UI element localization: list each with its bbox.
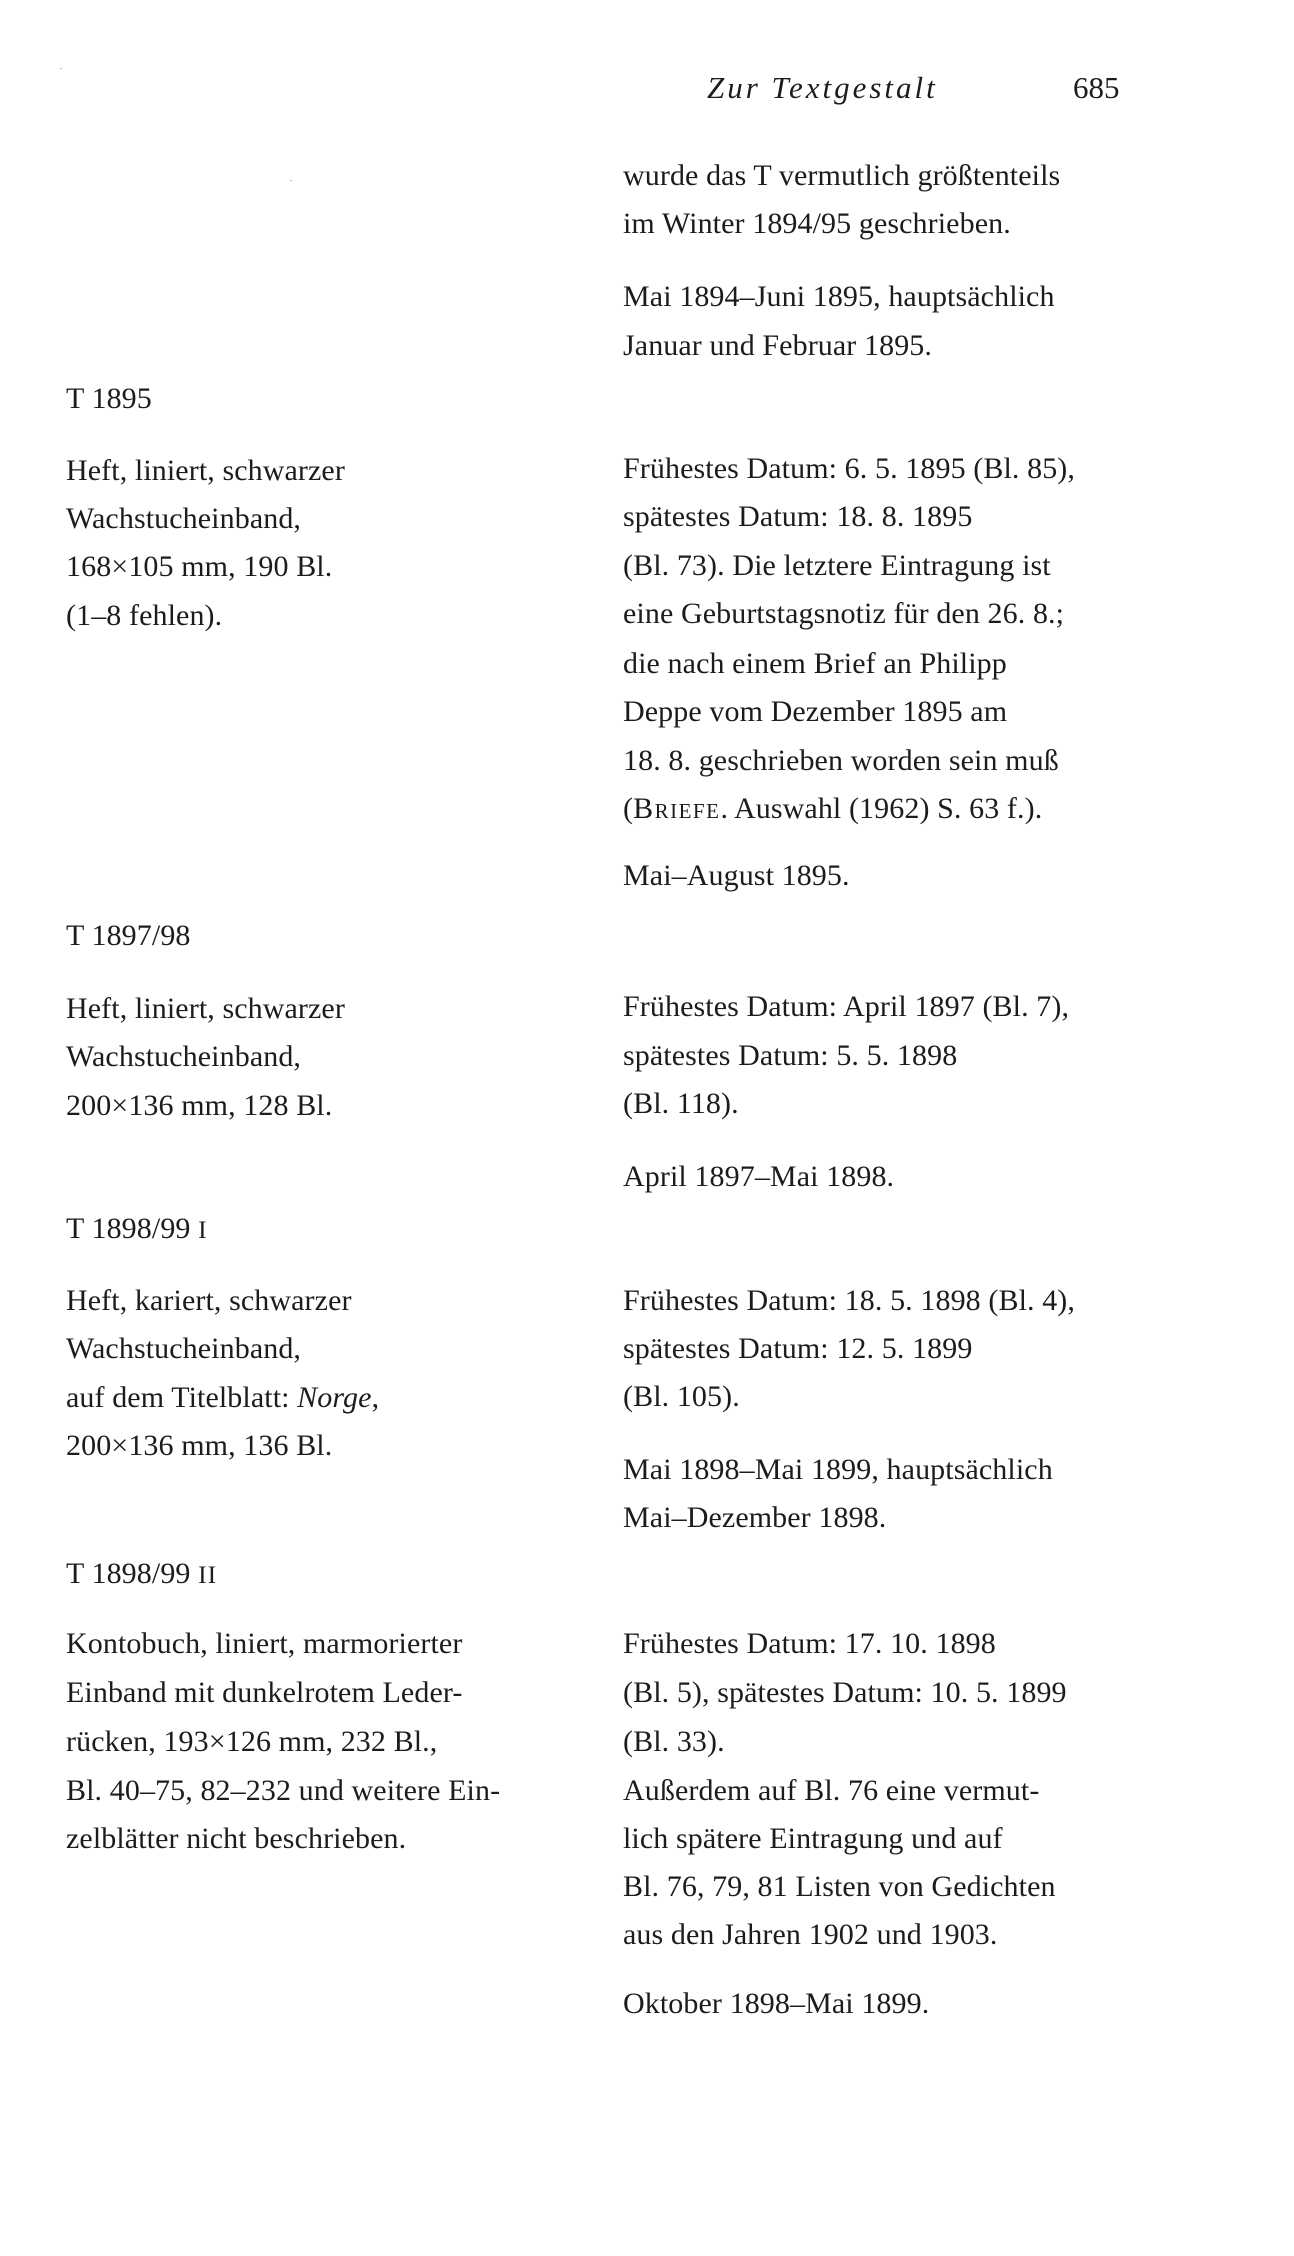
text-line: 200×136 mm, 136 Bl.	[66, 1429, 333, 1462]
text-line: spätestes Datum: 18. 8. 1895	[623, 500, 973, 533]
text-line: aus den Jahren 1902 und 1903.	[623, 1918, 998, 1951]
text-line: wurde das T vermutlich größtenteils	[623, 159, 1061, 192]
text-line: Frühestes Datum: 6. 5. 1895 (Bl. 85),	[623, 452, 1076, 485]
siglum-suffix: I	[198, 1215, 208, 1244]
text-line: Wachstucheinband,	[66, 1332, 302, 1365]
siglum-main: T 1898/99	[66, 1557, 191, 1590]
text-line: Kontobuch, liniert, marmorierter	[66, 1627, 463, 1660]
siglum-main: T 1898/99	[66, 1212, 191, 1245]
ref-smallcaps-briefe: Briefe	[633, 792, 721, 825]
text-line: (1–8 fehlen).	[66, 599, 223, 632]
text-line: Bl. 76, 79, 81 Listen von Gedichten	[623, 1870, 1056, 1903]
text-line: lich spätere Eintragung und auf	[623, 1822, 1003, 1855]
text-line: die nach einem Brief an Philipp	[623, 647, 1007, 680]
scan-speck	[60, 68, 62, 69]
title-prefix: auf dem Titelblatt:	[66, 1381, 298, 1414]
text-line: Wachstucheinband,	[66, 502, 302, 535]
text-line: Januar und Februar 1895.	[623, 329, 932, 362]
text-line: 168×105 mm, 190 Bl.	[66, 550, 333, 583]
text-line: Frühestes Datum: 18. 5. 1898 (Bl. 4),	[623, 1284, 1076, 1317]
text-line: (Bl. 5), spätestes Datum: 10. 5. 1899	[623, 1676, 1067, 1709]
text-line: Frühestes Datum: 17. 10. 1898	[623, 1627, 996, 1660]
text-line: Außerdem auf Bl. 76 eine vermut-	[623, 1774, 1040, 1807]
ref-open: (	[623, 792, 634, 825]
page-number: 685	[1073, 70, 1120, 105]
scan-speck	[290, 180, 292, 181]
text-line: (Bl. 73). Die letztere Eintragung ist	[623, 549, 1051, 582]
text-line: (Bl. 33).	[623, 1725, 725, 1758]
text-line: eine Geburtstagsnotiz für den 26. 8.;	[623, 597, 1065, 630]
siglum-suffix: II	[198, 1560, 218, 1589]
text-line: 200×136 mm, 128 Bl.	[66, 1089, 333, 1122]
text-line: zelblätter nicht beschrieben.	[66, 1822, 407, 1855]
text-line: Mai 1898–Mai 1899, hauptsächlich	[623, 1453, 1053, 1486]
text-line	[623, 791, 1042, 827]
text-line: Heft, kariert, schwarzer	[66, 1284, 352, 1317]
text-line: rücken, 193×126 mm, 232 Bl.,	[66, 1725, 438, 1758]
title-suffix: ,	[371, 1381, 380, 1414]
text-line: (Bl. 105).	[623, 1380, 740, 1413]
text-line: Wachstucheinband,	[66, 1040, 302, 1073]
entry-siglum: T 1895	[66, 382, 152, 415]
text-line: spätestes Datum: 12. 5. 1899	[623, 1332, 973, 1365]
text-line: Mai 1894–Juni 1895, hauptsächlich	[623, 280, 1055, 313]
text-line: Mai–Dezember 1898.	[623, 1501, 887, 1534]
entry-siglum	[66, 1556, 217, 1593]
text-line: Heft, liniert, schwarzer	[66, 992, 345, 1025]
entry-siglum: T 1897/98	[66, 919, 191, 952]
text-line: spätestes Datum: 5. 5. 1898	[623, 1039, 958, 1072]
text-line: Bl. 40–75, 82–232 und weitere Ein-	[66, 1774, 501, 1807]
text-line: Heft, liniert, schwarzer	[66, 454, 345, 487]
text-line: Oktober 1898–Mai 1899.	[623, 1987, 930, 2020]
text-line: (Bl. 118).	[623, 1087, 739, 1120]
ref-rest: . Auswahl (1962) S. 63 f.).	[720, 792, 1043, 825]
title-italic-norge: Norge	[297, 1381, 372, 1414]
text-line: Einband mit dunkelrotem Leder-	[66, 1676, 463, 1709]
text-line: Mai–August 1895.	[623, 859, 850, 892]
text-line	[66, 1380, 379, 1416]
running-title: Zur Textgestalt	[707, 70, 938, 105]
entry-siglum	[66, 1211, 208, 1248]
text-line: April 1897–Mai 1898.	[623, 1160, 895, 1193]
text-line: im Winter 1894/95 geschrieben.	[623, 207, 1011, 240]
text-line: Deppe vom Dezember 1895 am	[623, 695, 1008, 728]
text-line: Frühestes Datum: April 1897 (Bl. 7),	[623, 990, 1070, 1023]
text-line: 18. 8. geschrieben worden sein muß	[623, 744, 1059, 777]
